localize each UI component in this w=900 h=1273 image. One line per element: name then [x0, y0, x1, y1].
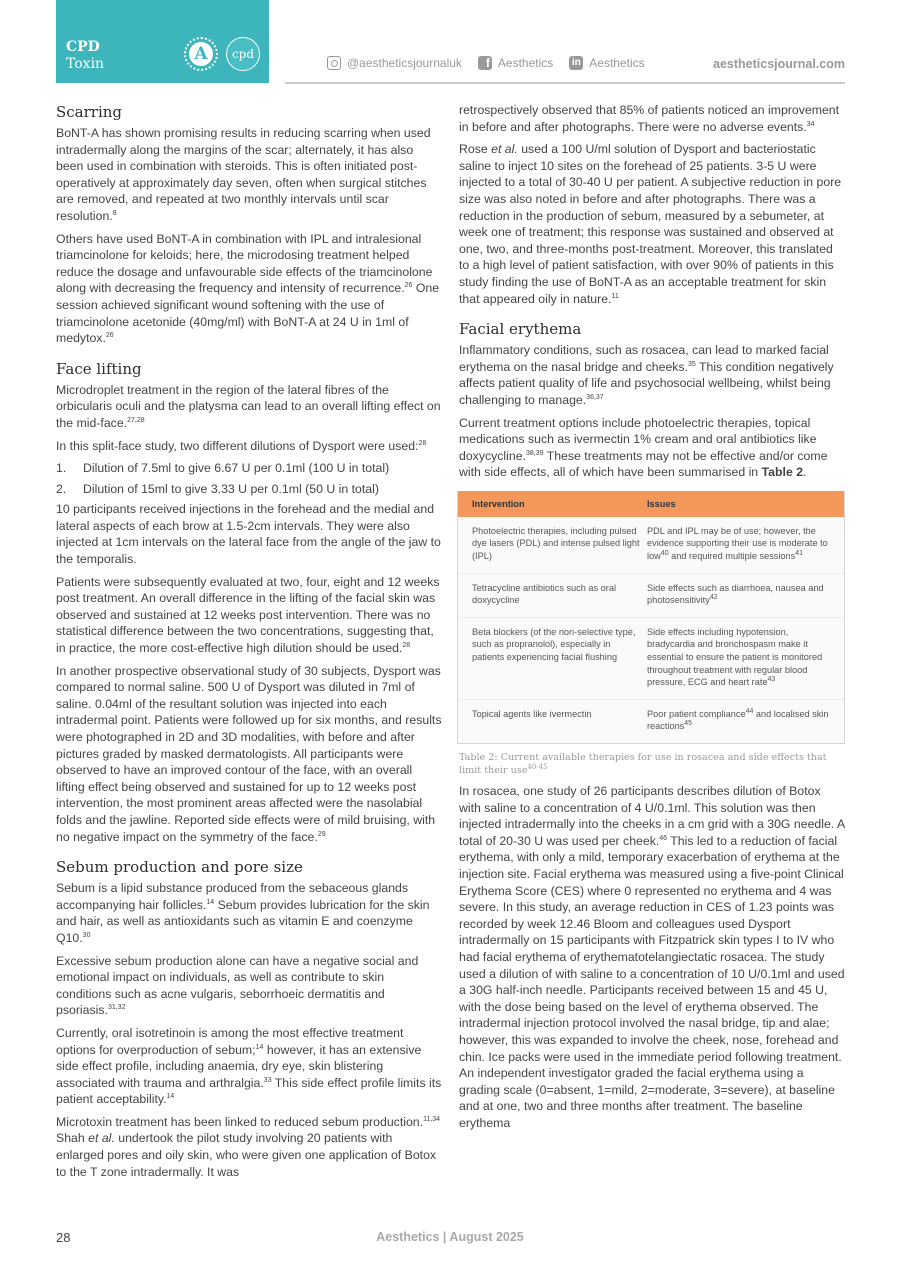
facebook-icon: f: [478, 56, 492, 70]
cpd-title: CPD: [66, 39, 100, 55]
list-item: 2. Dilution of 15ml to give 3.33 U per 0.1ml (50 U in total): [56, 481, 379, 496]
linkedin-icon: in: [569, 56, 583, 70]
table-reference-link: Table 2: [761, 465, 804, 480]
facebook-handle[interactable]: Aesthetics: [497, 56, 554, 70]
paragraph: Inflammatory conditions, such as rosacea, can lead to marked facial erythema on the nasal bridge and cheeks.$^{35}$ This condition negatively affects patient quality of life and psychosocial wellbeing, whilst being challenging to manage.$^{36,37}$: [459, 343, 834, 407]
table-row: Photoelectric therapies, including pulsed dye lasers (PDL) and intense pulsed light (IPL) PDL and IPL may be of use; however, the evidence supporting their use is moderate to low$^{40}$ and required multiple sessions$^{41}$: [458, 517, 844, 574]
paragraph: retrospectively observed that 85% of patients noticed an improvement in before and after photographs. There were no adverse events.$^{34}$: [459, 103, 840, 134]
linkedin-handle[interactable]: Aesthetics: [589, 56, 645, 70]
right-column: [459, 102, 845, 1137]
table-row: Tetracycline antibiotics such as oral doxycycline Side effects such as diarrhoea, nausea and photosensitivity$^{42}$: [458, 574, 844, 618]
paragraph: In rosacea, one study of 26 participants describes dilution of Botox with saline to a concentration of 4 U/0.1ml. This solution was then injected intradermally into the cheeks in a cm grid with a 30G needle. A total of 20-30 U was used per cheek.$^{46}$ This led to a reduction of facial erythema, with only a mild, temporary exacerbation of erythema at the injection site. Facial erythema was measured using a five-point Clinical Erythema Score (CES) where 0 represented no erythema and 4 was severe. In this study, an average reduction in CES of 1.23 points was recorded by week 12.46 Bloom and colleagues used Dysport intradermally on 15 participants with Fitzpatrick skin types I to IV who had facial erythema of erythematotelangiectatic rosacea. The study used a dilution of with saline to a concentration of 10 U/0.1ml and used a 30G half-inch needle. Participants received between 15 and 45 U, with the dose being based on the level of erythema observed. The intradermal injection protocol involved the nasal bridge, tip and alae; however, this was expanded to involve the cheek, nose, forehead and chin. Ice packs were used in the immediate period following treatment. An independent investigator graded the facial erythema using a grading scale (0=absent, 1=mild, 2=moderate, 3=severe), at baseline and at one, two and three months after treatment. The baseline erythema: [459, 784, 845, 1130]
paragraph: Patients were subsequently evaluated at two, four, eight and 12 weeks post treatment. An overall difference in the lifting of the facial skin was observed and sustained at 12 weeks post intervention. There was no statistical difference between the two concentrations, suggesting that, in practice, the more cost-effective high dilution should be used.$^{28}$: [56, 574, 440, 656]
table-row: Topical agents like ivermectin Poor patient compliance$^{44}$ and localised skin reactions$^{45}$: [472, 707, 829, 732]
paragraph: Microdroplet treatment in the region of the lateral fibres of the orbicularis oculi and the platysma can lead to an overall lifting effect on the mid-face.$^{27,28}$: [56, 382, 441, 430]
cpd-category: Toxin: [66, 56, 105, 72]
section-heading-sebum: Sebum production and pore size: [56, 858, 303, 877]
cpd-point-icon: cpd: [226, 37, 260, 71]
table-caption: Table 2: Current available therapies for use in rosacea and side effects that limit their use$^{40-45}$: [459, 752, 827, 776]
column-header-intervention: Intervention: [472, 498, 525, 509]
paragraph: Sebum is a lipid substance produced from the sebaceous glands accompanying hair follicles.$^{14}$ Sebum provides lubrication for the skin and hair, as well as antioxidants such as vitamin E and coenzyme Q10.30: [56, 881, 430, 945]
table-header: [458, 491, 844, 517]
paragraph: In this split-face study, two different dilutions of Dysport were used:$^{28}$: [56, 438, 427, 453]
page-number: 28: [56, 1230, 71, 1245]
header-bar: [285, 56, 845, 84]
table-row: Beta blockers (of the non-selective type, such as propranolol), especially in patients experiencing facial flushing Side effects including hypotension, bradycardia and bronchospasm make it essential to ensure the patient is monitored throughout treatment with regular blood pressure, ECG and heart rate$^{43}$: [458, 618, 844, 700]
column-header-issues: Issues: [647, 498, 676, 509]
approved-seal-icon: A: [184, 37, 218, 71]
table-2: [457, 491, 845, 744]
section-heading-face-lifting: Face lifting: [56, 359, 142, 378]
social-links: [327, 56, 645, 70]
paragraph: Microtoxin treatment has been linked to reduced sebum production.$^{11,34}$ Shah et al. undertook the pilot study involving 20 patients with enlarged pores and oily skin, who were given one application of Botox to the T zone intradermally. It was: [56, 1114, 441, 1179]
magazine-issue: Aesthetics | August 2025: [376, 1230, 524, 1244]
website-link[interactable]: aestheticsjournal.com: [713, 57, 845, 71]
instagram-icon: [327, 56, 341, 70]
paragraph: BoNT-A has shown promising results in reducing scarring when used intradermally along the margins of the scar; alternately, it has also been used in combination with steroids. This is often initiated post-operatively at approximately day seven, often when surgical stitches are removed, and repeated at two monthly intervals until scar resolution.$^8$: [56, 126, 431, 223]
list-item: 1. Dilution of 7.5ml to give 6.67 U per 0.1ml (100 U in total): [56, 461, 390, 476]
paragraph: Others have used BoNT-A in combination with IPL and intralesional triamcinolone for keloids; here, the microdosing treatment helped reduce the dosage and unfavourable side effects of the triamcinolone along with decreasing the frequency and intensity of recurrence.$^{26}$ One session achieved significant wound softening with the use of triamcinolone acetonide (40mg/ml) with BoNT-A at 24 U in 1ml of medytox.$^{26}$: [56, 231, 440, 346]
section-heading-facial-erythema: Facial erythema: [459, 320, 582, 339]
paragraph: Excessive sebum production alone can have a negative social and emotional impact on individuals, as well as contribute to skin conditions such as acne vulgaris, seborrhoeic dermatitis and psoriasis.$^{31,32}$: [56, 953, 419, 1018]
left-column: [56, 102, 442, 1186]
paragraph: 10 participants received injections in the forehead and the medial and lateral aspects of each brow at 1.5-2cm intervals. They were also injected at 1cm intervals on the lateral face from the angle of the jaw to the temporalis.: [56, 502, 441, 567]
paragraph: Current treatment options include photoelectric therapies, topical medications such as ivermectin 1% cream and oral antibiotics like doxycycline.$^{38,39}$ These treatments may not be effective and/or come with side effects, all of which have been summarised in Table 2.: [459, 415, 828, 480]
cpd-badge: [56, 0, 269, 83]
paragraph: Currently, oral isotretinoin is among the most effective treatment options for overproduction of sebum;$^{14}$ however, it has an extensive side effect profile, including anaemia, dry eye, skin blistering associated with trauma and arthralgia.$^{33}$ This side effect profile limits its patient acceptability.$^{14}$: [56, 1025, 442, 1107]
paragraph: In another prospective observational study of 30 subjects, Dysport was compared to normal saline. 500 U of Dysport was diluted in 7ml of saline. 0.04ml of the resultant solution was injected into each intradermal point. Patients were followed up for six months, and results were photographed in 2D and 3D modalities, with before and after pictures graded by masked dermatologists. All participants were observed to have an improved contour of the face, with an overall lifting effect being observed and sustained for up to 12 weeks post intervention, the most prominent areas affected were the nasolabial folds and the jawline. Reported side effects were of mild bruising, with no negative impact on the symmetry of the face.$^{29}$: [56, 663, 442, 844]
paragraph: Rose et al. used a 100 U/ml solution of Dysport and bacteriostatic saline to inject 10 sites on the forehead of 25 patients. 3-5 U were injected to a total of 30-40 U per patient. A subjective reduction in pore size was also noted in before and after photographs. There was a reduction in the production of sebum, measured by a sebumeter, at week one of treatment; this response was sustained and observed at one, two, and three-months post-treatment. Moreover, this translated to a high level of patient satisfaction, with over 90% of patients in this study finding the use of BoNT-A as an acceptable treatment for skin that appeared oily in nature.$^{11}$: [459, 142, 842, 306]
instagram-handle[interactable]: @aestheticsjournaluk: [347, 56, 462, 70]
section-heading-scarring: Scarring: [56, 103, 123, 121]
